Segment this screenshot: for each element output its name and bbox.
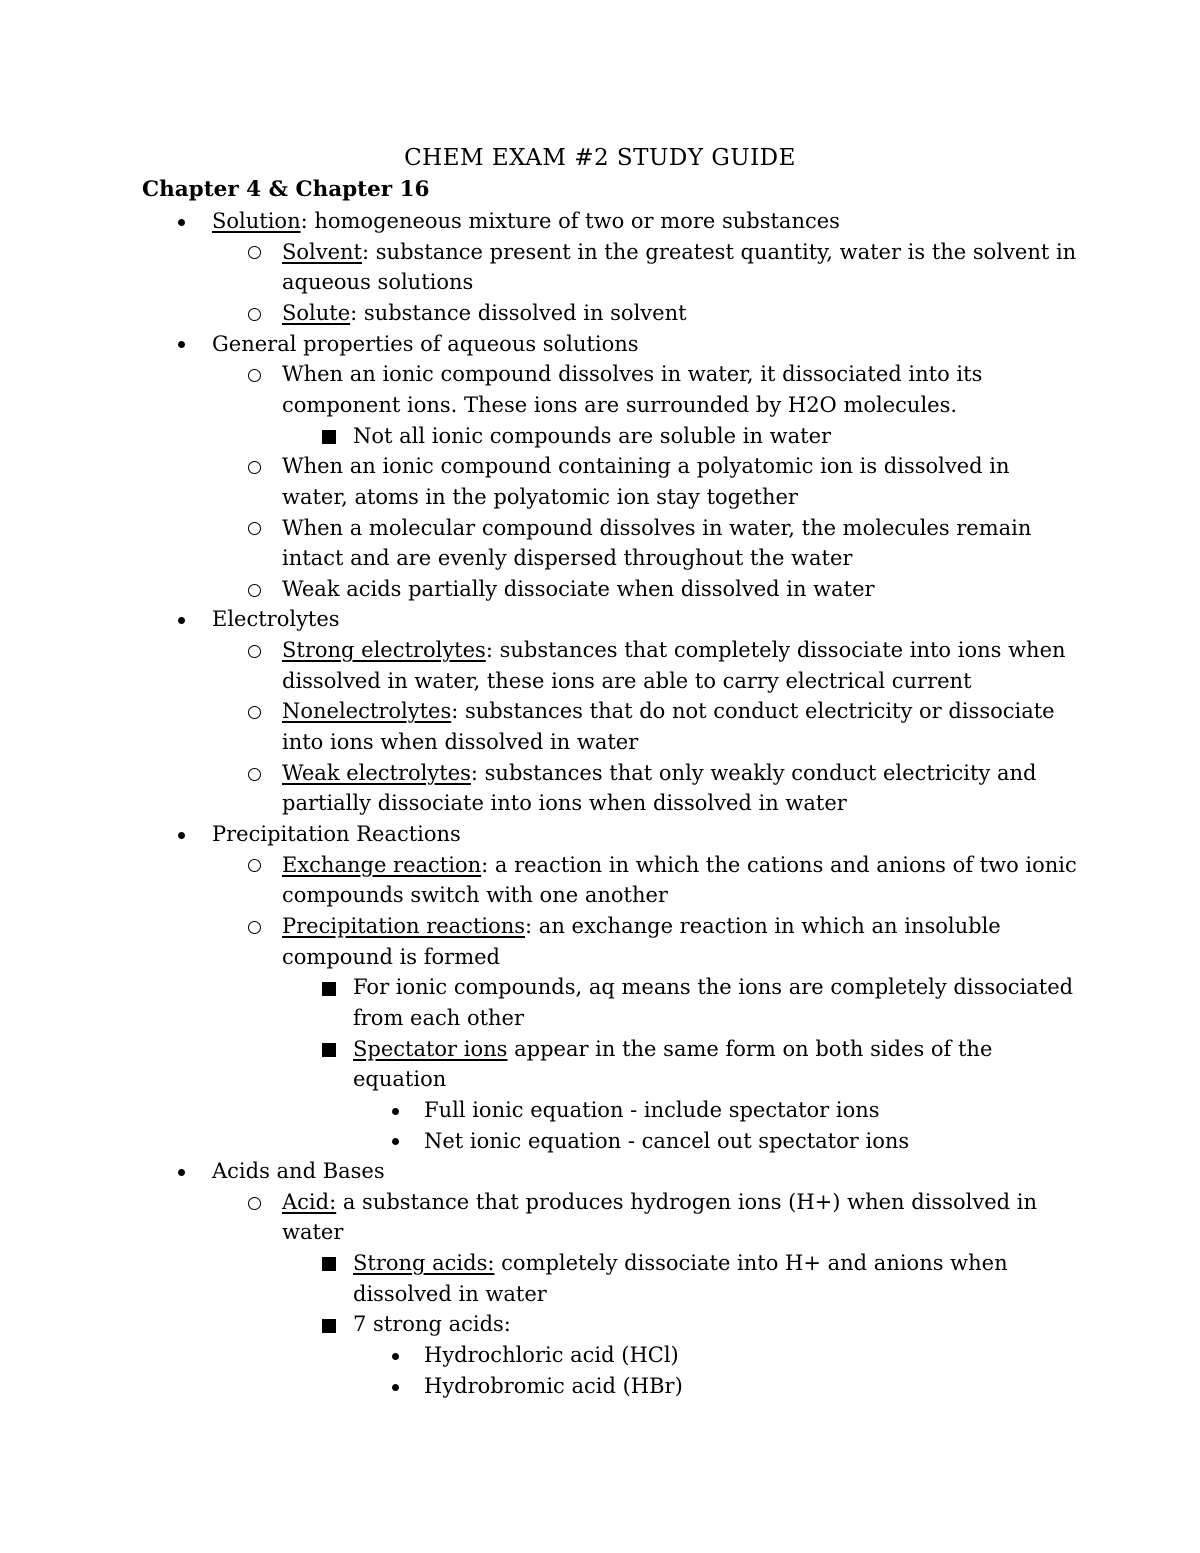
line-text: from each other bbox=[353, 1005, 525, 1030]
circle-bullet-icon bbox=[248, 645, 261, 658]
outline-line-level-2 bbox=[282, 880, 668, 911]
term-label: Strong electrolytes bbox=[282, 638, 486, 663]
line-text: Weak acids partially dissociate when dissolved in water bbox=[282, 576, 875, 601]
line-text: partially dissociate into ions when dissolved in water bbox=[282, 791, 847, 816]
circle-bullet-icon bbox=[248, 461, 261, 474]
outline-line-level-2 bbox=[282, 696, 1055, 727]
outline-line-level-2 bbox=[282, 942, 500, 973]
outline-line-level-2 bbox=[282, 850, 1077, 881]
line-text: compound is formed bbox=[282, 944, 500, 969]
outline-line-level-2 bbox=[282, 635, 1066, 666]
outline-line-level-3 bbox=[353, 1034, 992, 1065]
dot-bullet-icon bbox=[392, 1108, 399, 1115]
outline-line-level-2 bbox=[282, 513, 1031, 544]
outline-line-level-1 bbox=[212, 206, 840, 237]
outline-line-level-4 bbox=[424, 1095, 880, 1126]
line-text: into ions when dissolved in water bbox=[282, 730, 639, 755]
line-text: appear in the same form on both sides of the bbox=[507, 1036, 993, 1061]
line-text: When an ionic compound containing a polyatomic ion is dissolved in bbox=[282, 454, 1010, 479]
line-text: completely dissociate into H+ and anions when bbox=[494, 1251, 1008, 1276]
line-text: water, atoms in the polyatomic ion stay together bbox=[282, 484, 798, 509]
line-text: Full ionic equation - include spectator ions bbox=[424, 1097, 880, 1122]
page-title: CHEM EXAM #2 STUDY GUIDE bbox=[404, 145, 796, 171]
outline-line-level-2 bbox=[282, 788, 847, 819]
outline-line-level-4 bbox=[424, 1340, 679, 1371]
term-label: Solute bbox=[282, 300, 351, 325]
term-label: Weak electrolytes bbox=[282, 760, 471, 785]
outline-line-level-1 bbox=[212, 1156, 385, 1187]
line-text: dissolved in water bbox=[353, 1281, 547, 1306]
outline-line-level-2 bbox=[282, 359, 982, 390]
circle-bullet-icon bbox=[248, 859, 261, 872]
circle-bullet-icon bbox=[248, 584, 261, 597]
outline-line-level-1 bbox=[212, 819, 461, 850]
square-bullet-icon bbox=[322, 1257, 336, 1271]
square-bullet-icon bbox=[322, 430, 336, 444]
line-text: Hydrochloric acid (HCl) bbox=[424, 1343, 679, 1368]
line-text: compounds switch with one another bbox=[282, 883, 668, 908]
circle-bullet-icon bbox=[248, 308, 261, 321]
outline-line-level-2 bbox=[282, 666, 972, 697]
circle-bullet-icon bbox=[248, 1197, 261, 1210]
outline-line-level-2 bbox=[282, 543, 852, 574]
circle-bullet-icon bbox=[248, 921, 261, 934]
line-text: component ions. These ions are surrounded by H2O molecules. bbox=[282, 392, 958, 417]
square-bullet-icon bbox=[322, 1319, 336, 1333]
term-label: Precipitation reactions bbox=[282, 913, 526, 938]
line-text: Precipitation Reactions bbox=[212, 822, 461, 846]
outline-line-level-2 bbox=[282, 451, 1010, 482]
circle-bullet-icon bbox=[248, 522, 261, 535]
line-text: : homogeneous mixture of two or more substances bbox=[300, 209, 840, 233]
outline-line-level-2 bbox=[282, 482, 798, 513]
line-text: : substance dissolved in solvent bbox=[350, 300, 687, 325]
line-text: aqueous solutions bbox=[282, 270, 474, 295]
line-text: : an exchange reaction in which an insoluble bbox=[525, 913, 1001, 938]
line-text: : substances that completely dissociate into ions when bbox=[485, 638, 1066, 663]
dot-bullet-icon bbox=[178, 219, 185, 226]
outline-line-level-2 bbox=[282, 298, 687, 329]
outline-line-level-1 bbox=[212, 329, 639, 360]
outline-line-level-1 bbox=[212, 604, 340, 635]
line-text: When a molecular compound dissolves in water, the molecules remain bbox=[282, 515, 1032, 540]
line-text: Not all ionic compounds are soluble in water bbox=[353, 423, 832, 448]
term-label: Spectator ions bbox=[353, 1036, 508, 1061]
outline-line-level-2 bbox=[282, 574, 875, 605]
line-text: For ionic compounds, aq means the ions are completely dissociated bbox=[353, 975, 1074, 1000]
circle-bullet-icon bbox=[248, 768, 261, 781]
outline-line-level-3 bbox=[353, 421, 831, 452]
outline-line-level-2 bbox=[282, 911, 1001, 942]
outline-line-level-4 bbox=[424, 1126, 909, 1157]
term-label: Solution bbox=[212, 209, 301, 233]
dot-bullet-icon bbox=[392, 1384, 399, 1391]
outline-line-level-2 bbox=[282, 237, 1076, 268]
section-heading: Chapter 4 & Chapter 16 bbox=[142, 177, 430, 202]
line-text: : substances that do not conduct electricity or dissociate bbox=[451, 699, 1055, 724]
line-text: Net ionic equation - cancel out spectator ions bbox=[424, 1128, 910, 1153]
term-label: Nonelectrolytes bbox=[282, 699, 452, 724]
circle-bullet-icon bbox=[248, 706, 261, 719]
outline-line-level-2 bbox=[282, 727, 638, 758]
outline-line-level-3 bbox=[353, 1279, 547, 1310]
term-label: Acid: bbox=[282, 1189, 337, 1214]
outline-line-level-3 bbox=[353, 1248, 1008, 1279]
outline-line-level-4 bbox=[424, 1371, 683, 1402]
outline-line-level-2 bbox=[282, 390, 957, 421]
line-text: 7 strong acids: bbox=[353, 1312, 511, 1337]
line-text: Hydrobromic acid (HBr) bbox=[424, 1373, 683, 1398]
outline-line-level-3 bbox=[353, 1064, 446, 1095]
dot-bullet-icon bbox=[178, 832, 185, 839]
outline-line-level-2 bbox=[282, 267, 473, 298]
circle-bullet-icon bbox=[248, 369, 261, 382]
line-text: equation bbox=[353, 1067, 447, 1092]
line-text: dissolved in water, these ions are able to carry electrical current bbox=[282, 668, 972, 693]
line-text: : a reaction in which the cations and anions of two ionic bbox=[481, 852, 1077, 877]
line-text: When an ionic compound dissolves in water, it dissociated into its bbox=[282, 362, 983, 387]
outline-line-level-2 bbox=[282, 1217, 343, 1248]
dot-bullet-icon bbox=[178, 341, 185, 348]
term-label: Solvent bbox=[282, 239, 363, 264]
dot-bullet-icon bbox=[392, 1353, 399, 1360]
square-bullet-icon bbox=[322, 982, 336, 996]
line-text: intact and are evenly dispersed throughout the water bbox=[282, 546, 853, 571]
outline-line-level-3 bbox=[353, 972, 1073, 1003]
outline-line-level-3 bbox=[353, 1003, 524, 1034]
line-text: Acids and Bases bbox=[212, 1159, 385, 1184]
line-text: General properties of aqueous solutions bbox=[212, 331, 639, 356]
circle-bullet-icon bbox=[248, 246, 261, 259]
line-text: Electrolytes bbox=[212, 607, 340, 632]
square-bullet-icon bbox=[322, 1043, 336, 1057]
outline-line-level-3 bbox=[353, 1309, 511, 1340]
outline-line-level-2 bbox=[282, 1187, 1037, 1218]
line-text: a substance that produces hydrogen ions (H+) when dissolved in bbox=[336, 1189, 1037, 1214]
dot-bullet-icon bbox=[178, 617, 185, 624]
dot-bullet-icon bbox=[178, 1169, 185, 1176]
term-label: Strong acids: bbox=[353, 1251, 495, 1276]
line-text: water bbox=[282, 1220, 344, 1245]
line-text: : substances that only weakly conduct electricity and bbox=[470, 760, 1037, 785]
term-label: Exchange reaction bbox=[282, 852, 482, 877]
outline-line-level-2 bbox=[282, 758, 1036, 789]
dot-bullet-icon bbox=[392, 1138, 399, 1145]
line-text: : substance present in the greatest quantity, water is the solvent in bbox=[362, 239, 1077, 264]
